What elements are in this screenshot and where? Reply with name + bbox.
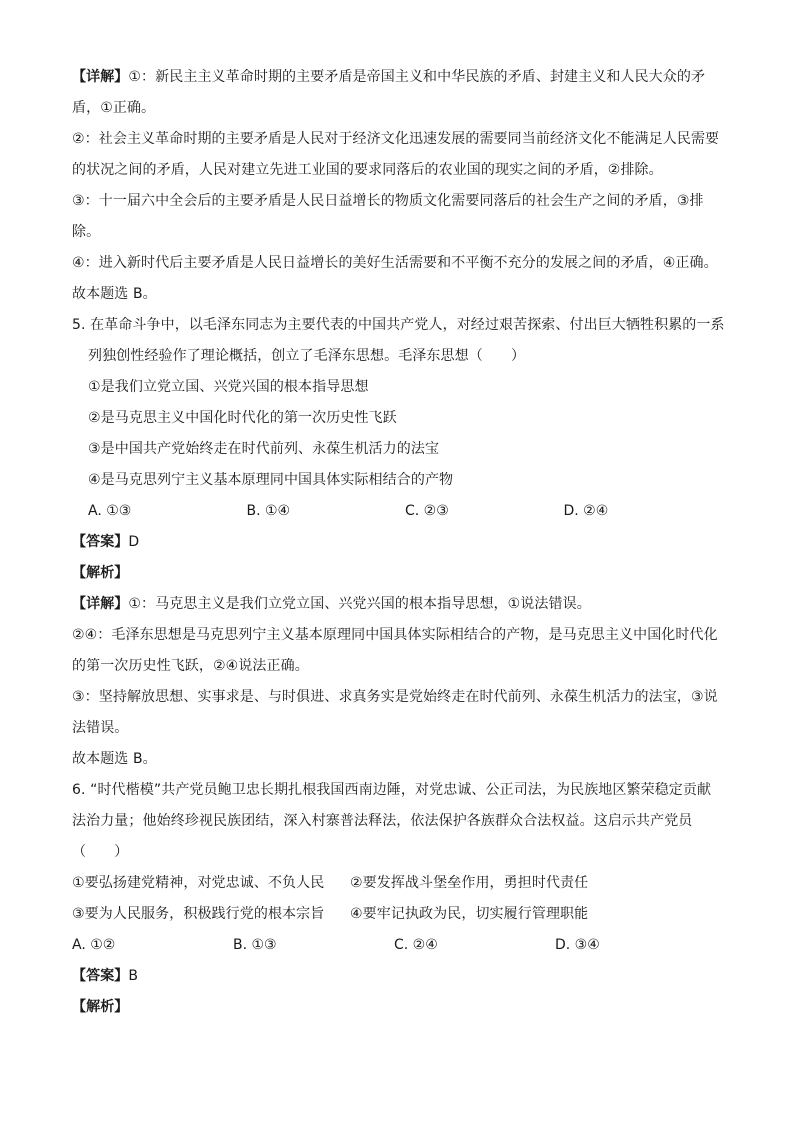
q4-detail-line-1: [72, 62, 722, 93]
q5-answer-value: D: [128, 534, 140, 550]
q6-statement-1: ①要弘扬建党精神，对党忠诚、不负人民: [72, 875, 325, 891]
q6-statements-row-1: [72, 868, 722, 899]
q5-option-a: A. ①③: [88, 503, 132, 519]
q5-options: [72, 496, 722, 527]
q4-detail-text-1: ①：新民主主义革命时期的主要矛盾是帝国主义和中华民族的矛盾、封建主义和人民大众的矛: [128, 69, 706, 85]
q4-detail-line-4: 的状况之间的矛盾，人民对建立先进工业国的要求同落后的农业国的现实之间的矛盾，②排除。: [72, 162, 663, 178]
q5-option-d: D. ②④: [563, 503, 609, 519]
q6-option-d: D. ③④: [555, 937, 600, 953]
q6-stem-line-3: （ ）: [72, 844, 129, 860]
q6-stem-line-2: 法治力量；他始终珍视民族团结，深入村寨普法释法，依法保护各族群众合法权益。这启示共产党员: [72, 813, 693, 829]
q5-statement-4: ④是马克思列宁主义基本原理同中国具体实际相结合的产物: [88, 472, 454, 488]
q6-answer-value: B: [128, 968, 139, 984]
q6-stem-line-1: 6. “时代楷模”共产党员鲍卫忠长期扎根我国西南边陲，对党忠诚、公正司法，为民族地区繁荣稳定贡献: [72, 782, 712, 798]
q4-detail-line-6: 除。: [72, 224, 101, 240]
analysis-tag: 【解析】: [72, 565, 129, 581]
q5-detail-line-1: [72, 589, 722, 620]
q5-conclusion: 故本题选 B。: [72, 751, 157, 767]
q5-detail-line-3: 的第一次历史性飞跃，②④说法正确。: [72, 658, 309, 674]
q6-answer: [72, 961, 722, 992]
q5-stem-line-1: 5. 在革命斗争中，以毛泽东同志为主要代表的中国共产党人，对经过艰苦探索、付出巨大牺牲积累的一系: [72, 317, 725, 333]
q6-statement-2: ②要发挥战斗堡垒作用，勇担时代责任: [350, 875, 589, 891]
q6-analysis-heading: [72, 992, 722, 1023]
q5-option-c: C. ②③: [405, 503, 449, 519]
q5-stem-line-2: 列独创性经验作了理论概括，创立了毛泽东思想。毛泽东思想（ ）: [88, 348, 526, 364]
q4-conclusion: 故本题选 B。: [72, 286, 157, 302]
q5-option-b: B. ①④: [246, 503, 291, 519]
q6-option-b: B. ①③: [233, 937, 277, 953]
q6-statement-4: ④要牢记执政为民，切实履行管理职能: [350, 906, 589, 922]
answer-tag: 【答案】: [72, 534, 129, 550]
q6-options: [72, 930, 722, 961]
analysis-tag: 【解析】: [72, 999, 129, 1015]
q4-detail-line-3: ②：社会主义革命时期的主要矛盾是人民对于经济文化迅速发展的需要同当前经济文化不能满足人民需要: [72, 131, 720, 147]
answer-tag: 【答案】: [72, 968, 129, 984]
q5-detail-line-5: 法错误。: [72, 720, 129, 736]
q5-answer: [72, 527, 722, 558]
q5-statement-1: ①是我们立党立国、兴党兴国的根本指导思想: [88, 379, 369, 395]
q4-detail-line-2: 盾，①正确。: [72, 100, 156, 116]
q6-statement-3: ③要为人民服务，积极践行党的根本宗旨: [72, 906, 325, 922]
q6-statements-row-2: [72, 899, 722, 930]
q5-detail-line-2: ②④：毛泽东思想是马克思列宁主义基本原理同中国具体实际相结合的产物，是马克思主义中国化时代化: [72, 627, 718, 643]
q5-analysis-heading: [72, 558, 722, 589]
q4-detail-line-7: ④：进入新时代后主要矛盾是人民日益增长的美好生活需要和不平衡不充分的发展之间的矛盾，④正确。: [72, 255, 718, 271]
q5-detail-text-1: ①：马克思主义是我们立党立国、兴党兴国的根本指导思想，①说法错误。: [128, 596, 591, 612]
q5-detail-line-4: ③：坚持解放思想、实事求是、与时俱进、求真务实是党始终走在时代前列、永葆生机活力的法宝，③说: [72, 689, 718, 705]
detail-tag: 【详解】: [72, 69, 129, 85]
q5-statement-3: ③是中国共产党始终走在时代前列、永葆生机活力的法宝: [88, 441, 440, 457]
q5-statement-2: ②是马克思主义中国化时代化的第一次历史性飞跃: [88, 410, 397, 426]
q6-option-a: A. ①②: [72, 937, 116, 953]
detail-tag: 【详解】: [72, 596, 129, 612]
q6-option-c: C. ②④: [394, 937, 438, 953]
q4-detail-line-5: ③：十一届六中全会后的主要矛盾是人民日益增长的物质文化需要同落后的社会生产之间的矛盾，③排: [72, 193, 704, 209]
